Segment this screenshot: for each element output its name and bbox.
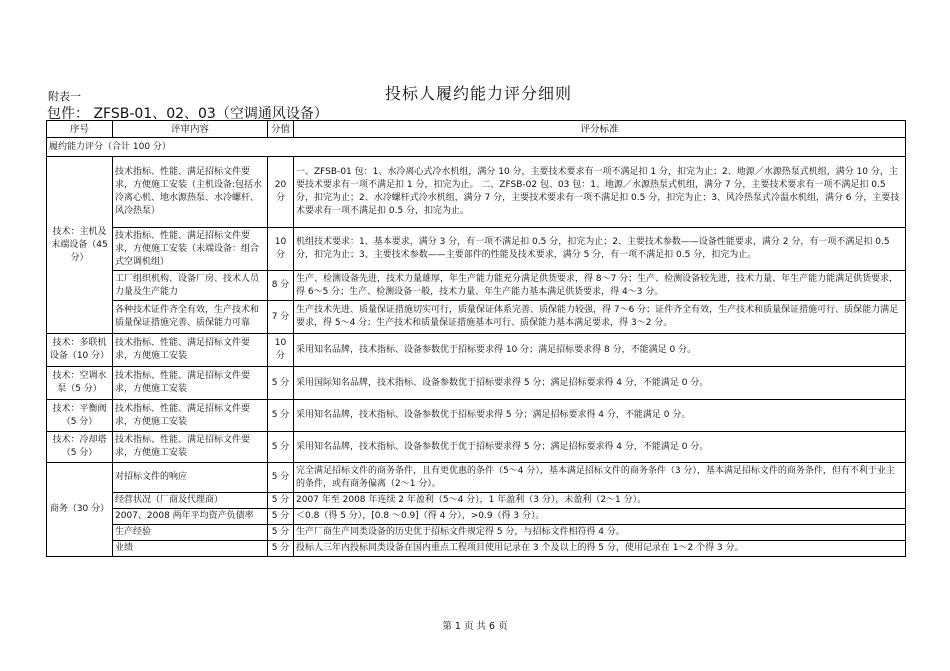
row-content: 技术指标、性能、满足招标文件要求，方便施工安装 — [113, 432, 268, 463]
row-content: 2007、2008 两年平均资产负债率 — [113, 509, 268, 525]
row-criteria: 完全满足招标文件的商务条件，且有更优惠的条件（5～4 分），基本满足招标文件的商务条件（3 分），基本满足招标文件的商务条件，但有不利于业主的条件，或有商务偏离（2～1 分）。 — [294, 463, 906, 493]
row-criteria: 生产、检测设备先进，技术力量雄厚，年生产能力能充分满足供货要求，得 8～7 分；生产、检测设备较先进，技术力量、年生产能力能满足供货要求，得 6～5 分；生产、检测设备一般，技术力量、年生产能力基本满足供货要求，得 4～3 分。 — [294, 271, 906, 301]
row-content: 技术指标、性能、满足招标文件要求，方便施工安装 — [113, 367, 268, 400]
row-score: 20 分 — [268, 157, 294, 228]
row-criteria: 采用知名品牌，技术指标、设备参数优于招标要求得 5 分；满足招标要求得 4 分，不能满足 0 分。 — [294, 400, 906, 432]
row-content: 业绩 — [113, 541, 268, 557]
row-criteria: 机组技术要求：1、基本要求，满分 3 分，有一项不满足扣 0.5 分，扣完为止；2、主要技术参数——设备性能要求，满分 2 分，有一项不满足扣 0.5 分，扣完为止；3、主要技术参数——主要部件的性能及技术要求，满分 5 分，有一项不满足扣 0.5 分，扣完为止。 — [294, 228, 906, 271]
header-index: 序号 — [47, 121, 113, 138]
row-criteria: 生产厂商生产同类设备的历史优于招标文件规定得 5 分，与招标文件相符得 4 分。 — [294, 525, 906, 541]
group-cooling-tower: 技术：冷却塔（5 分） — [47, 432, 113, 463]
row-content: 对招标文件的响应 — [113, 463, 268, 493]
page-footer: 第 1 页 共 6 页 — [442, 621, 508, 632]
table-row — [47, 271, 906, 301]
row-score: 7 分 — [268, 301, 294, 334]
table-row — [47, 432, 906, 463]
row-criteria: 一、ZFSB-01 包：1、水冷离心式冷水机组，满分 10 分，主要技术要求有一项不满足扣 1 分，扣完为止；2、地源／水源热泵式机组，满分 10 分，主要技术要求有一项不满足扣 1 分，扣完为止。 二、ZFSB-02 包、03 包：1、地源／水源热泵式机组，满分 7 分，主要技术要求有一项不满足扣 0.5 分，扣完为止；2、水冷螺杆式冷水机组，满分 7 分，主要技术要求有一项不满足扣 0.5 分，扣完为止；3、风冷热泵式冷温水机组，满分 6 分，主要技术要求有一项不满足扣 0.5 分，扣完为止。 — [294, 157, 906, 228]
row-content: 技术指标、性能、满足招标文件要求，方便施工安装 — [113, 400, 268, 432]
row-score: 10 分 — [268, 334, 294, 367]
row-criteria: 2007 年至 2008 年连续 2 年盈利（5～4 分），1 年盈利（3 分），未盈利（2～1 分）。 — [294, 493, 906, 509]
row-score: 5 分 — [268, 400, 294, 432]
row-content: 各种技术证件齐全有效，生产技术和质量保证措施完善、质保能力可靠 — [113, 301, 268, 334]
row-score: 8 分 — [268, 271, 294, 301]
row-content: 经营状况（厂商及代理商） — [113, 493, 268, 509]
row-criteria: 采用知名品牌，技术指标、设备参数优于招标要求得 10 分；满足招标要求得 8 分，不能满足 0 分。 — [294, 334, 906, 367]
row-score: 5 分 — [268, 509, 294, 525]
header-content: 评审内容 — [113, 121, 268, 138]
document-title: 投标人履约能力评分细则 — [385, 84, 573, 103]
row-content: 工厂组织机构、设备厂房、技术人员力量及生产能力 — [113, 271, 268, 301]
row-criteria: 投标人三年内投标同类设备在国内重点工程项目使用记录在 3 个及以上的得 5 分，使用记录在 1～2 个得 3 分。 — [294, 541, 906, 557]
header-criteria: 评分标准 — [294, 121, 906, 138]
group-water-pump: 技术：空调水泵（5 分） — [47, 367, 113, 400]
table-row — [47, 334, 906, 367]
table-row — [47, 301, 906, 334]
row-score: 5 分 — [268, 432, 294, 463]
table-row — [47, 400, 906, 432]
scoring-table — [46, 120, 906, 557]
table-row — [47, 463, 906, 493]
table-row — [47, 367, 906, 400]
row-score: 5 分 — [268, 493, 294, 509]
table-row — [47, 525, 906, 541]
group-balance-valve: 技术：平衡阀（5 分） — [47, 400, 113, 432]
table-row — [47, 228, 906, 271]
section-row — [47, 138, 906, 157]
table-header-row — [47, 121, 906, 138]
row-content: 技术指标、性能、满足招标文件要求，方便施工安装 — [113, 334, 268, 367]
table-row — [47, 509, 906, 525]
header-score: 分值 — [268, 121, 294, 138]
group-commercial: 商务（30 分） — [47, 463, 113, 557]
row-score: 5 分 — [268, 367, 294, 400]
section-total: 履约能力评分（合计 100 分） — [47, 138, 906, 157]
table-row — [47, 157, 906, 228]
row-score: 5 分 — [268, 525, 294, 541]
row-criteria: 采用国际知名品牌，技术指标、设备参数优于招标要求得 5 分；满足招标要求得 4 分，不能满足 0 分。 — [294, 367, 906, 400]
row-score: 10 分 — [268, 228, 294, 271]
row-criteria: ＜0.8（得 5 分），[0.8 ～0.9]（得 4 分），>0.9（得 3 分）。 — [294, 509, 906, 525]
row-criteria: 生产技术先进、质量保证措施切实可行，质量保证体系完善、质保能力较强，得 7～6 分；证件齐全有效，生产技术和质量保证措施可行、质保能力满足要求，得 5～4 分；生产技术和质量保证措施基本可行、质保能力基本满足要求，得 3～2 分。 — [294, 301, 906, 334]
group-main-equipment: 技术：主机及末端设备（45分） — [47, 157, 113, 334]
row-content: 技术指标、性能、满足招标文件要求，方便施工安装（末端设备：组合式空调机组） — [113, 228, 268, 271]
package-subtitle: 包件： ZFSB-01、02、03（空调通风设备） — [47, 106, 328, 122]
annex-label: 附表一 — [48, 90, 81, 103]
row-content: 生产经验 — [113, 525, 268, 541]
row-score: 5 分 — [268, 541, 294, 557]
row-score: 5 分 — [268, 463, 294, 493]
table-row — [47, 541, 906, 557]
table-row — [47, 493, 906, 509]
row-criteria: 采用知名品牌，技术指标、设备参数优于优于招标要求得 5 分；满足招标要求得 4 分，不能满足 0 分。 — [294, 432, 906, 463]
row-content: 技术指标、性能、满足招标文件要求，方便施工安装（主机设备:包括水冷离心机、地水源热泵、水冷螺杆、风冷热泵） — [113, 157, 268, 228]
group-multi-split: 技术：多联机设备（10 分） — [47, 334, 113, 367]
